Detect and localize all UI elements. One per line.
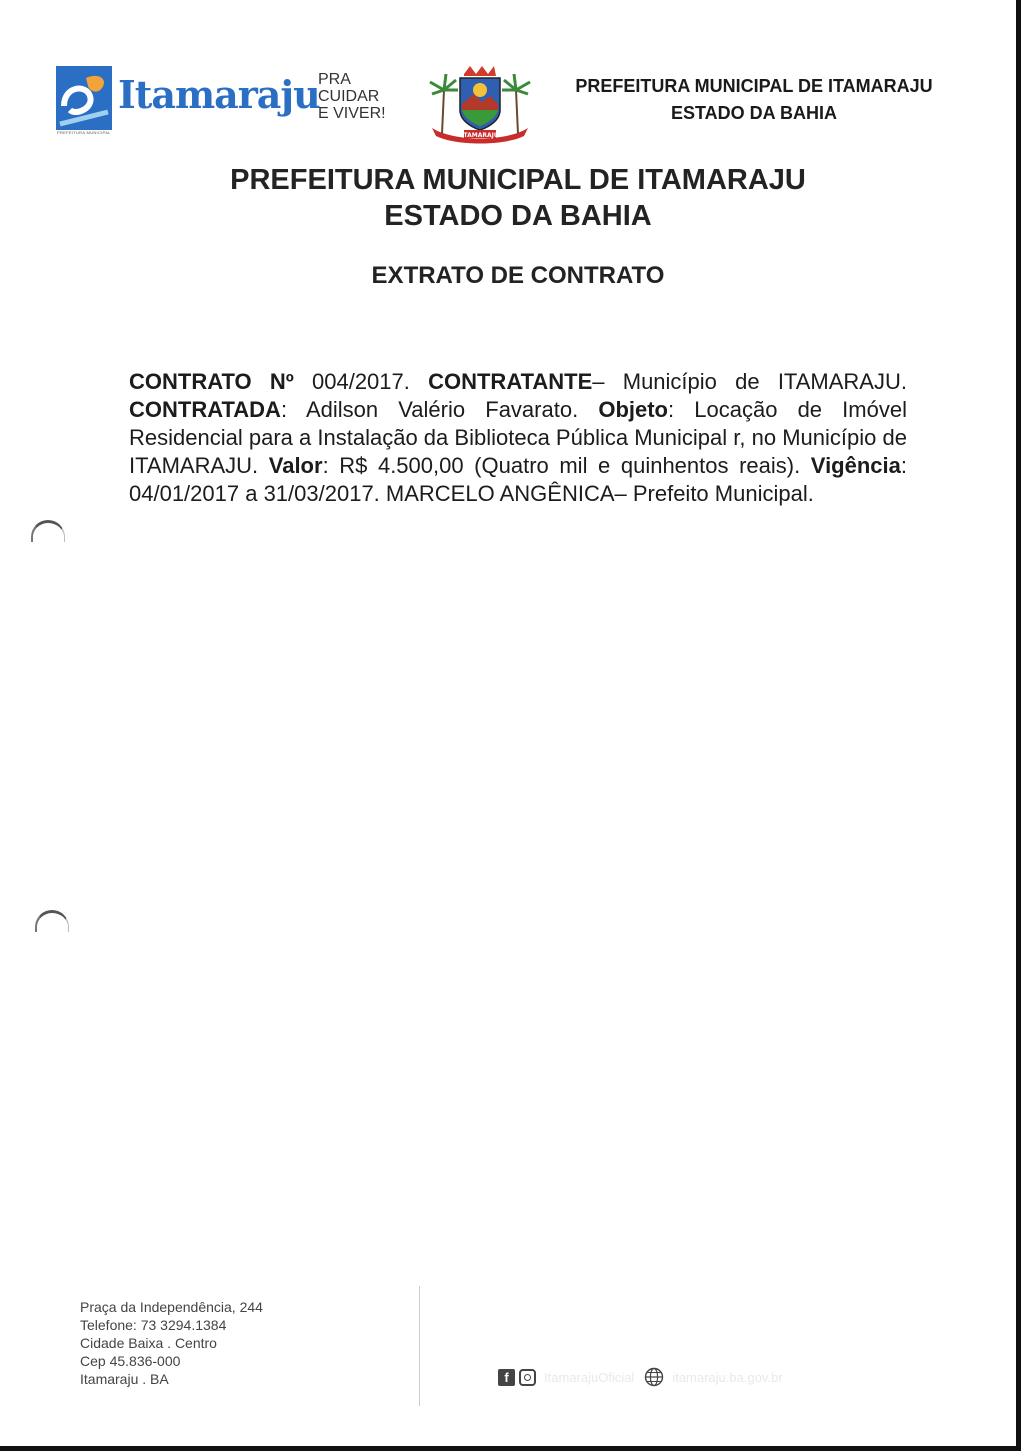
header-title-line: PREFEITURA MUNICIPAL DE ITAMARAJU	[575, 76, 933, 96]
itamaraju-logo-icon	[56, 66, 112, 130]
objeto-value: : Locação de Imóvel Residencial para a Instalação da Biblioteca Pública Municipal r, no Município de ITAMARAJU.	[129, 397, 907, 478]
address-line: Praça da Independência, 244	[80, 1299, 263, 1315]
slogan-line: E VIVER!	[318, 105, 386, 122]
footer-address	[80, 1298, 263, 1388]
website-url: itamaraju.ba.gov.br	[672, 1369, 783, 1385]
punch-hole-mark	[35, 910, 69, 932]
header-title-line: ESTADO DA BAHIA	[671, 103, 837, 123]
objeto-label: Objeto	[598, 397, 668, 422]
contratada-label: CONTRATADA	[129, 397, 281, 422]
document-subtitle: EXTRATO DE CONTRATO	[371, 262, 665, 289]
contrato-label: CONTRATO Nº	[129, 369, 294, 394]
contratante-label: CONTRATANTE	[428, 369, 593, 394]
social-handle: ItamarajuOficial	[544, 1369, 635, 1385]
contratante-value: – Município de ITAMARAJU.	[592, 369, 907, 394]
footer-divider	[419, 1286, 420, 1406]
valor-label: Valor	[268, 453, 323, 478]
vigencia-label: Vigência	[810, 453, 901, 478]
address-line: Telefone: 73 3294.1384	[80, 1317, 227, 1333]
contratada-value: : Adilson Valério Favarato.	[280, 397, 599, 422]
address-line: Cidade Baixa . Centro	[80, 1335, 217, 1351]
footer-social	[498, 1365, 783, 1389]
slogan-line: CUIDAR	[318, 88, 380, 105]
contract-extract-paragraph	[129, 368, 907, 508]
valor-value: : R$ 4.500,00 (Quatro mil e quinhentos reais).	[322, 453, 811, 478]
punch-hole-mark	[31, 520, 65, 542]
facebook-icon: f	[498, 1369, 515, 1386]
logo-wordmark: Itamaraju	[118, 72, 320, 117]
address-line: Cep 45.836-000	[80, 1353, 181, 1369]
scan-edge	[0, 1446, 1021, 1451]
address-line: Itamaraju . BA	[80, 1371, 169, 1387]
coat-of-arms-label: ITAMARAJU	[461, 132, 499, 139]
globe-icon	[644, 1367, 664, 1387]
slogan-line: PRA	[318, 71, 351, 88]
slogan	[318, 71, 386, 122]
title-line: ESTADO DA BAHIA	[384, 200, 652, 232]
coat-of-arms-icon	[424, 60, 536, 146]
title-line: PREFEITURA MUNICIPAL DE ITAMARAJU	[230, 164, 806, 196]
document-title	[0, 162, 1021, 234]
header-right-title	[556, 73, 952, 127]
scan-edge	[1016, 0, 1021, 1451]
vigencia-value: : 04/01/2017 a 31/03/2017. MARCELO ANGÊNICA– Prefeito Municipal.	[129, 453, 908, 506]
instagram-icon	[519, 1369, 536, 1386]
logo-subtext: PREFEITURA MUNICIPAL	[57, 130, 111, 135]
contrato-value: 004/2017.	[293, 369, 429, 394]
